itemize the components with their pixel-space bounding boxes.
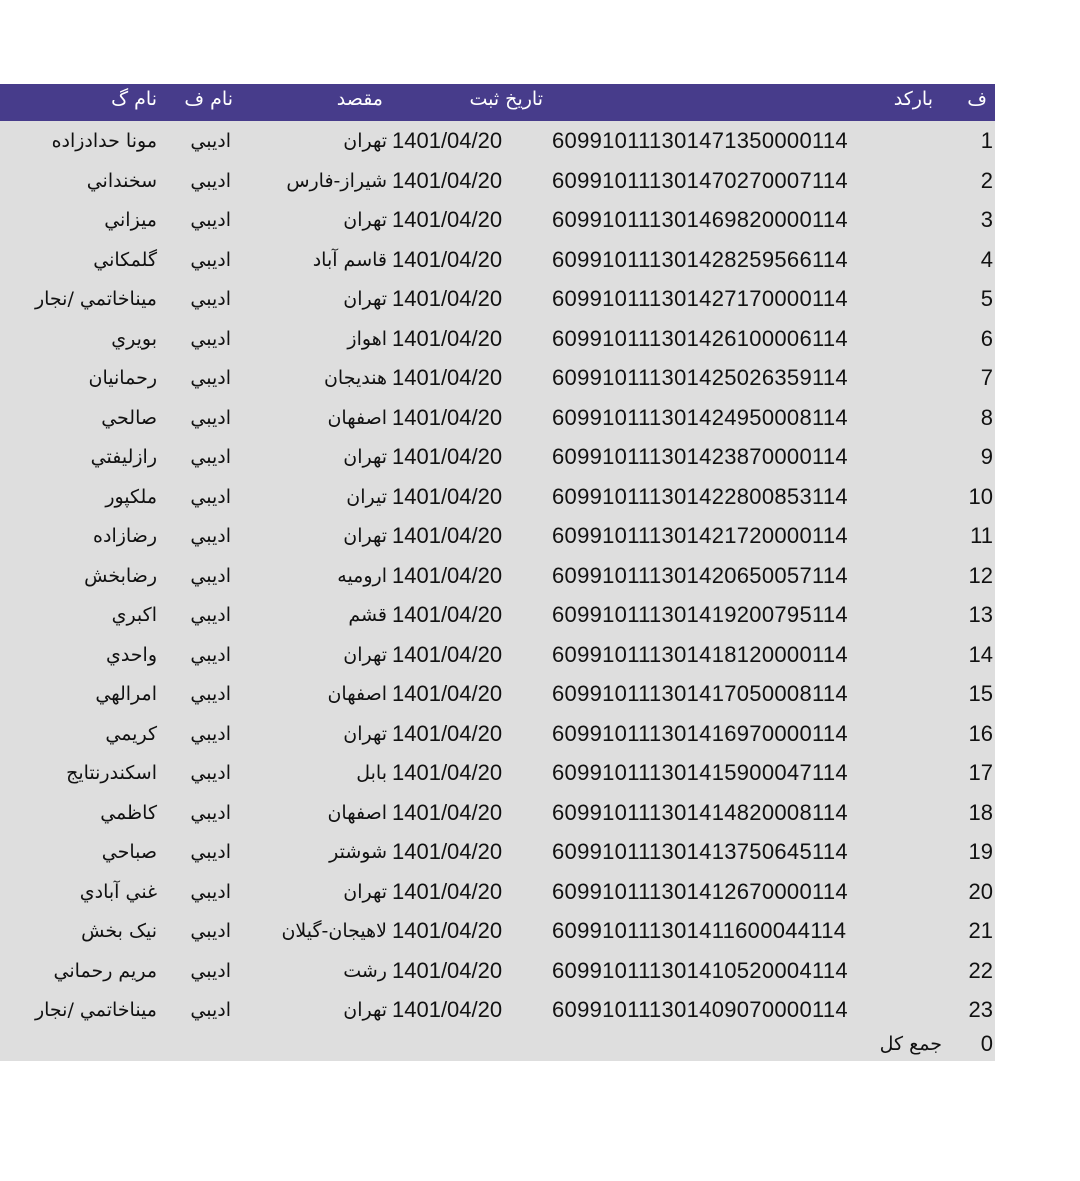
row-date: 1401/04/20 <box>392 839 503 864</box>
row-index: 15 <box>968 681 993 706</box>
table-row <box>0 201 995 241</box>
row-last-name: امرالهي <box>95 683 157 705</box>
row-date: 1401/04/20 <box>392 523 503 548</box>
row-barcode: 609910111301423870000114 <box>552 444 848 469</box>
header-destination: مقصد <box>336 88 383 110</box>
row-index: 4 <box>980 246 993 272</box>
row-destination: شوشتر <box>329 841 387 863</box>
row-barcode: 609910111301417050008114 <box>552 681 848 706</box>
row-barcode: 609910111301469820000114 <box>552 207 848 232</box>
row-last-name: نيک بخش <box>81 920 157 942</box>
row-index: 3 <box>980 207 993 232</box>
row-destination: تيران <box>346 485 387 508</box>
row-date: 1401/04/20 <box>392 641 503 667</box>
row-last-name: اسكندرنتايج <box>66 762 157 784</box>
row-date: 1401/04/20 <box>392 602 503 627</box>
row-date: 1401/04/20 <box>392 365 503 390</box>
row-barcode: 609910111301409070000114 <box>552 997 848 1022</box>
row-destination: اهواز <box>347 327 387 350</box>
row-first-name: اديبي <box>190 643 231 666</box>
table-row <box>0 280 995 320</box>
row-barcode: 609910111301428259566114 <box>552 246 848 272</box>
row-barcode: 609910111301471350000114 <box>552 128 848 153</box>
row-last-name: ميزاني <box>104 209 157 231</box>
row-index: 12 <box>968 562 993 588</box>
row-index: 20 <box>968 878 993 904</box>
row-destination: تهران <box>343 722 387 745</box>
row-last-name: بويري <box>111 327 157 350</box>
table-row <box>0 162 995 202</box>
table-row <box>0 320 995 360</box>
row-destination: اصفهان <box>327 683 387 705</box>
table-body <box>0 121 995 1031</box>
table-row <box>0 596 995 636</box>
table-row <box>0 991 995 1031</box>
row-first-name: اديبي <box>190 604 231 626</box>
row-barcode: 609910111301420650057114 <box>552 562 848 588</box>
total-value: 0 <box>980 1030 993 1056</box>
row-destination: قشم <box>348 604 387 626</box>
row-first-name: اديبي <box>190 130 231 152</box>
row-first-name: اديبي <box>190 169 231 192</box>
row-destination: اصفهان <box>327 801 387 824</box>
table-row <box>0 912 995 952</box>
row-destination: تهران <box>343 288 387 310</box>
header-first-name: نام ف <box>184 88 233 110</box>
row-barcode: 609910111301413750645114 <box>552 839 848 864</box>
row-first-name: اديبي <box>190 959 231 982</box>
row-date: 1401/04/20 <box>392 325 503 351</box>
row-date: 1401/04/20 <box>392 878 503 904</box>
row-destination: اروميه <box>337 564 387 587</box>
table-row <box>0 438 995 478</box>
row-barcode: 609910111301412670000114 <box>552 878 848 904</box>
row-first-name: اديبي <box>190 999 231 1021</box>
row-date: 1401/04/20 <box>392 404 503 430</box>
table-header <box>0 84 995 121</box>
row-destination: تهران <box>343 999 387 1021</box>
row-destination: تهران <box>343 525 387 547</box>
header-barcode: بارکد <box>893 88 933 110</box>
row-date: 1401/04/20 <box>392 760 503 785</box>
row-index: 10 <box>968 483 993 509</box>
row-date: 1401/04/20 <box>392 167 503 193</box>
row-destination: تهران <box>343 209 387 231</box>
row-destination: بابل <box>356 762 387 784</box>
row-index: 2 <box>980 167 993 193</box>
row-index: 18 <box>968 799 993 825</box>
row-destination: تهران <box>343 130 387 152</box>
table-row <box>0 359 995 399</box>
row-index: 1 <box>980 128 993 153</box>
row-barcode: 609910111301427170000114 <box>552 286 848 311</box>
row-barcode: 609910111301470270007114 <box>552 167 848 193</box>
row-index: 6 <box>980 325 993 351</box>
table-row <box>0 241 995 281</box>
row-date: 1401/04/20 <box>392 799 503 825</box>
row-index: 9 <box>980 444 993 469</box>
row-date: 1401/04/20 <box>392 483 503 509</box>
row-last-name: اكبري <box>111 604 157 626</box>
row-last-name: صباحي <box>101 841 157 863</box>
row-index: 23 <box>968 997 993 1022</box>
row-first-name: اديبي <box>190 525 231 547</box>
row-last-name: رضابخش <box>84 564 157 587</box>
table-footer <box>0 1031 995 1061</box>
shipment-table <box>0 84 995 1061</box>
row-destination: تهران <box>343 446 387 468</box>
row-first-name: اديبي <box>190 485 231 508</box>
row-first-name: اديبي <box>190 722 231 745</box>
row-last-name: مونا حدادزاده <box>51 130 157 152</box>
row-destination: رشت <box>343 959 387 982</box>
row-destination: هنديجان <box>323 367 387 389</box>
total-label: جمع كل <box>879 1032 942 1055</box>
row-first-name: اديبي <box>190 406 231 429</box>
row-barcode: 609910111301422800853114 <box>552 483 848 509</box>
row-first-name: اديبي <box>190 446 231 468</box>
row-destination: قاسم آباد <box>312 248 387 271</box>
row-barcode: 609910111301418120000114 <box>552 641 848 667</box>
row-first-name: اديبي <box>190 327 231 350</box>
row-date: 1401/04/20 <box>392 562 503 588</box>
table-row <box>0 399 995 439</box>
row-first-name: اديبي <box>190 841 231 863</box>
table-row <box>0 517 995 557</box>
row-last-name: رضازاده <box>93 525 157 547</box>
table-row <box>0 833 995 873</box>
row-last-name: رازليفتي <box>90 446 157 468</box>
row-index: 16 <box>968 720 993 746</box>
row-date: 1401/04/20 <box>392 681 503 706</box>
row-last-name: غني آبادي <box>79 880 157 903</box>
table-row <box>0 557 995 597</box>
row-index: 11 <box>970 523 993 548</box>
row-index: 14 <box>968 641 993 667</box>
row-barcode: 609910111301424950008114 <box>552 404 848 430</box>
row-destination: اصفهان <box>327 406 387 429</box>
row-first-name: اديبي <box>190 209 231 231</box>
row-date: 1401/04/20 <box>392 128 503 153</box>
header-index: ف <box>967 88 987 110</box>
row-index: 22 <box>968 957 993 983</box>
row-first-name: اديبي <box>190 683 231 705</box>
row-barcode: 609910111301425026359114 <box>552 365 848 390</box>
row-last-name: ميناخاتمي /نجار <box>34 999 157 1021</box>
row-last-name: رحمانيان <box>88 367 157 389</box>
row-barcode: 609910111301414820008114 <box>552 799 848 825</box>
row-first-name: اديبي <box>190 920 231 942</box>
row-first-name: اديبي <box>190 801 231 824</box>
row-index: 5 <box>980 286 993 311</box>
row-index: 21 <box>968 918 993 943</box>
row-destination: تهران <box>343 880 387 903</box>
table-row <box>0 794 995 834</box>
row-first-name: اديبي <box>190 367 231 389</box>
row-date: 1401/04/20 <box>392 918 503 943</box>
row-index: 13 <box>968 602 993 627</box>
row-last-name: كريمي <box>105 722 157 745</box>
table-row <box>0 754 995 794</box>
row-last-name: سخنداني <box>86 169 157 192</box>
row-first-name: اديبي <box>190 880 231 903</box>
table-row <box>0 952 995 992</box>
row-first-name: اديبي <box>190 762 231 784</box>
table-row <box>0 636 995 676</box>
row-last-name: گلمكاني <box>93 248 157 271</box>
row-date: 1401/04/20 <box>392 720 503 746</box>
header-date: تاريخ ثبت <box>469 88 543 110</box>
row-date: 1401/04/20 <box>392 286 503 311</box>
row-barcode: 609910111301426100006114 <box>552 325 848 351</box>
row-date: 1401/04/20 <box>392 444 503 469</box>
table-row <box>0 478 995 518</box>
row-last-name: مريم رحماني <box>53 959 157 982</box>
row-destination: تهران <box>343 643 387 666</box>
table-row <box>0 122 995 162</box>
row-barcode: 609910111301410520004114 <box>552 957 848 983</box>
row-barcode: 609910111301411600044114 <box>552 918 847 943</box>
row-last-name: ملكپور <box>105 485 157 508</box>
row-first-name: اديبي <box>190 248 231 271</box>
header-last-name: نام گ <box>111 88 157 110</box>
row-last-name: واحدي <box>105 643 157 666</box>
row-date: 1401/04/20 <box>392 246 503 272</box>
row-date: 1401/04/20 <box>392 957 503 983</box>
row-barcode: 609910111301421720000114 <box>552 523 848 548</box>
row-destination: لاهيجان-گيلان <box>281 920 387 942</box>
row-last-name: صالحي <box>101 406 157 429</box>
row-first-name: اديبي <box>190 564 231 587</box>
row-barcode: 609910111301415900047114 <box>552 760 848 785</box>
row-date: 1401/04/20 <box>392 997 503 1022</box>
row-index: 8 <box>980 404 993 430</box>
row-date: 1401/04/20 <box>392 207 503 232</box>
table-row <box>0 715 995 755</box>
row-index: 7 <box>980 365 993 390</box>
row-destination: شيراز-فارس <box>286 169 387 192</box>
table-row <box>0 675 995 715</box>
row-index: 17 <box>968 760 993 785</box>
row-last-name: كاظمي <box>100 801 157 824</box>
row-index: 19 <box>968 839 993 864</box>
row-last-name: ميناخاتمي /نجار <box>34 288 157 310</box>
table-row <box>0 873 995 913</box>
row-first-name: اديبي <box>190 288 231 310</box>
row-barcode: 609910111301416970000114 <box>552 720 848 746</box>
row-barcode: 609910111301419200795114 <box>552 602 848 627</box>
